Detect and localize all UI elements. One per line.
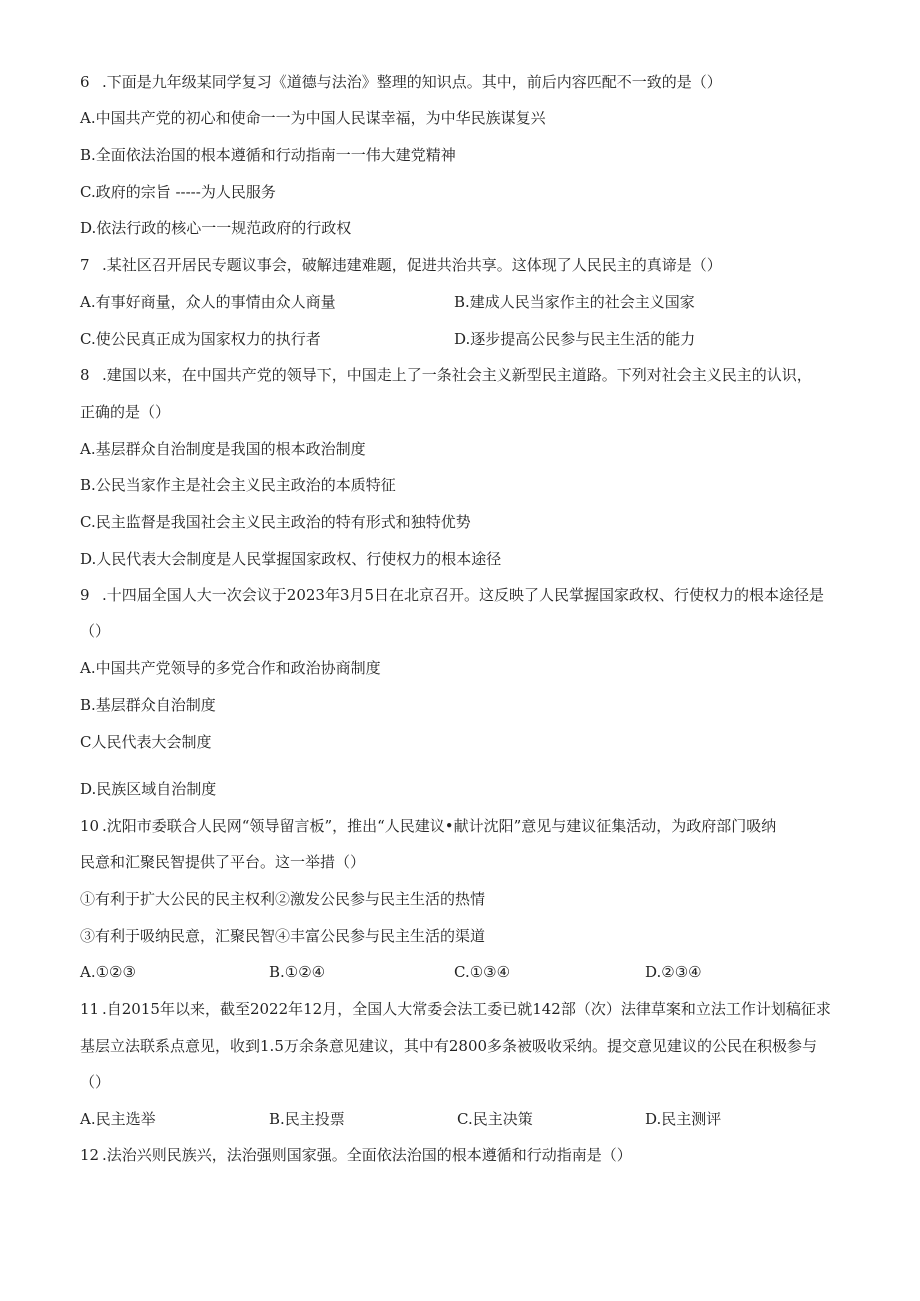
question-number: 10 (80, 817, 100, 835)
question-6-option-a: A.中国共产党的初心和使命一一为中国人民谋幸福，为中华民族谋复兴 (80, 109, 546, 127)
question-9-stem-cont: （） (80, 622, 111, 640)
question-9-option-d: D.民族区域自治制度 (80, 780, 217, 798)
question-7-option-a: A.有事好商量，众人的事情由众人商量 (80, 293, 336, 311)
question-10-option-a: A.①②③ (80, 963, 136, 981)
question-text: .自2015年以来，截至2022年12月，全国人大常委会法工委已就142部（次）法律草案和立法工作计划稿征求 (102, 1000, 831, 1018)
question-number: 8 (80, 366, 90, 384)
question-9-stem (80, 585, 824, 605)
question-9-option-c: C人民代表大会制度 (80, 733, 212, 751)
question-9-option-a: A.中国共产党领导的多党合作和政治协商制度 (80, 659, 381, 677)
question-10-stem-cont: 民意和汇聚民智提供了平台。这一举措（） (80, 853, 366, 871)
question-10-option-b: B.①②④ (269, 963, 326, 981)
question-8-option-c: C.民主监督是我国社会主义民主政治的特有形式和独特优势 (80, 513, 471, 531)
question-11-option-b: B.民主投票 (269, 1110, 345, 1128)
question-10-option-c: C.①③④ (454, 963, 511, 981)
question-11-option-a: A.民主选举 (80, 1110, 156, 1128)
question-8-option-d: D.人民代表大会制度是人民掌握国家政权、行使权力的根本途径 (80, 550, 502, 568)
question-9-option-b: B.基层群众自治制度 (80, 696, 216, 714)
question-number: 7 (80, 256, 90, 274)
question-11-option-d: D.民主测评 (645, 1110, 722, 1128)
question-10-stem (80, 816, 776, 836)
question-7-stem (80, 255, 722, 275)
question-11-option-c: C.民主决策 (457, 1110, 533, 1128)
question-text: .法治兴则民族兴，法治强则国家强。全面依法治国的根本遵循和行动指南是（） (102, 1146, 632, 1164)
question-text: .某社区召开居民专题议事会，破解违建难题，促进共治共享。这体现了人民民主的真谛是（） (102, 256, 722, 274)
question-8-stem (80, 365, 812, 385)
question-number: 9 (80, 586, 90, 604)
question-text: .十四届全国人大一次会议于2023年3月5日在北京召开。这反映了人民掌握国家政权、行使权力的根本途径是 (102, 586, 825, 604)
question-10-statements-2: ③有利于吸纳民意，汇聚民智④丰富公民参与民主生活的渠道 (80, 927, 486, 945)
question-text: .下面是九年级某同学复习《道德与法治》整理的知识点。其中，前后内容匹配不一致的是（） (102, 73, 722, 91)
question-6-option-d: D.依法行政的核心一一规范政府的行政权 (80, 219, 352, 237)
question-text: .沈阳市委联合人民网“领导留言板”，推出“人民建议•献计沈阳”意见与建议征集活动，为政府部门吸纳 (102, 817, 777, 835)
question-10-statements-1: ①有利于扩大公民的民主权利②激发公民参与民主生活的热情 (80, 890, 486, 908)
question-12-stem (80, 1145, 632, 1165)
question-11-stem (80, 999, 831, 1019)
question-8-stem-cont: 正确的是（） (80, 403, 171, 421)
question-6-option-c: C.政府的宗旨 -----为人民服务 (80, 183, 276, 201)
question-7-option-d: D.逐步提高公民参与民主生活的能力 (454, 330, 696, 348)
question-8-option-a: A.基层群众自治制度是我国的根本政治制度 (80, 440, 366, 458)
question-number: 12 (80, 1146, 100, 1164)
question-text: .建国以来，在中国共产党的领导下，中国走上了一条社会主义新型民主道路。下列对社会主义民主的认识， (102, 366, 812, 384)
question-11-stem-end: （） (80, 1073, 111, 1091)
question-11-stem-cont: 基层立法联系点意见，收到1.5万余条意见建议，其中有2800多条被吸收采纳。提交意见建议的公民在积极参与 (80, 1037, 818, 1055)
question-7-option-c: C.使公民真正成为国家权力的执行者 (80, 330, 321, 348)
question-7-option-b: B.建成人民当家作主的社会主义国家 (454, 293, 695, 311)
question-number: 11 (80, 1000, 100, 1018)
question-6-stem (80, 72, 722, 92)
question-8-option-b: B.公民当家作主是社会主义民主政治的本质特征 (80, 476, 396, 494)
question-6-option-b: B.全面依法治国的根本遵循和行动指南一一伟大建党精神 (80, 146, 456, 164)
question-number: 6 (80, 73, 90, 91)
question-10-option-d: D.②③④ (645, 963, 702, 981)
